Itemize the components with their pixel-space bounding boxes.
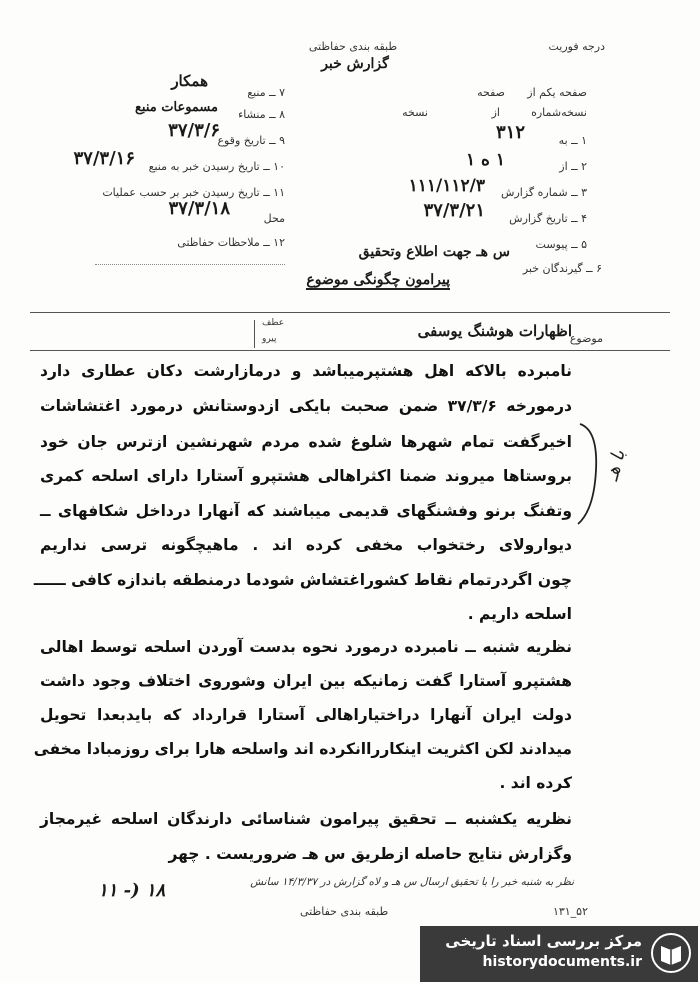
body-line-14: نظریه یکشنبه ــ تحقیق پیرامون شناسائی دارندگان اسلحه غیرمجاز: [40, 810, 572, 828]
body-line-5: وتفنگ برنو وفشنگهای قدیمی میباشند که آنهارا درداخل شکافهای ــ: [40, 502, 572, 520]
body-line-15: وگزارش نتایج حاصله ازطریق س هـ ضروریست . چهر: [168, 845, 572, 863]
classification-label: طبقه بندی حفاظتی: [308, 40, 398, 53]
reference-label: عطف: [262, 318, 285, 328]
field-origin-value: مسموعات منبع: [134, 100, 218, 115]
field-report-date-label: ۴ ــ تاریخ گزارش: [509, 212, 587, 225]
page-label: صفحه یکم از: [527, 86, 587, 99]
body-line-8: اسلحه داریم .: [467, 605, 572, 623]
body-line-7: چون اگردرتمام نقاط کشوراغتشاش شودما درمنطقه باندازه کافی ــــــ: [33, 571, 572, 589]
body-line-1: نامبرده بالاکه اهل هشتپرمیباشد و درمازارشت دکان عطاری دارد: [40, 362, 572, 380]
page-suffix: صفحه: [477, 86, 505, 99]
field-occurrence-date-label: ۹ ــ تاریخ وقوع: [217, 134, 285, 147]
report-title: گزارش خبر: [321, 56, 389, 72]
subject-note: پیرامون چگونگی موضوع: [306, 272, 450, 288]
handwritten-footer-note: نظر به شنبه خبر را با تحقیق ارسال س هـ و لاه گزارش در ۱۴/۳/۳۷ سانش: [250, 876, 574, 888]
footer-code: ۵۲_۱۳۱: [552, 905, 588, 918]
footer-classification: طبقه بندی حفاظتی: [300, 905, 389, 918]
copy-suffix: نسخه: [402, 106, 428, 119]
body-line-12: میدادند لکن اکثریت اینکارراانکرده اند واسلحه هارا برای روزمبادا مخفی: [33, 740, 572, 758]
field-recipients-label: ۶ ــ گیرندگان خبر: [522, 262, 602, 275]
field-source-date-value: ۳۷/۳/۱۶: [73, 148, 135, 169]
field-security-notes-label: ۱۲ ــ ملاحظات حفاظتی: [177, 236, 285, 249]
dotted-line: [95, 263, 285, 265]
field-origin-label: ۸ ــ منشاء: [238, 108, 285, 121]
body-line-9: نظریه شنبه ــ نامبرده درمورد نحوه بدست آوردن اسلحه توسط اهالی: [40, 638, 572, 656]
field-place-label: محل: [263, 212, 285, 225]
follow-up-label: پیرو: [262, 334, 277, 344]
copy-label: نسخه‌شماره: [531, 106, 587, 119]
field-source-date-label: ۱۰ ــ تاریخ رسیدن خبر به منبع: [148, 160, 285, 173]
field-source-value: همکار: [171, 72, 208, 90]
copy-from: از: [491, 106, 500, 119]
body-line-10: هشتپرو آستارا گفت زمانیکه بین ایران وشوروی اختلاف وجود داشت: [40, 672, 572, 690]
field-source-label: ۷ ــ منبع: [247, 86, 285, 99]
field-from-label: ۲ ــ از: [559, 160, 587, 173]
footer-left-number: ۱۸ (- ۱۱: [98, 880, 166, 901]
field-report-number-label: ۳ ــ شماره گزارش: [501, 186, 587, 199]
field-report-date-value: ۳۷/۳/۲۱: [423, 200, 485, 221]
body-line-3: اخیرگفت تمام شهرها شلوغ شده مردم شهرنشین ازترس جان خود: [40, 433, 572, 451]
divider: [30, 312, 670, 313]
field-attachment-label: ۵ ــ پیوست: [535, 238, 587, 251]
subject-value: اظهارات هوشنگ یوسفی: [417, 322, 572, 340]
field-recipients-value: س هـ جهت اطلاع وتحقیق: [358, 244, 510, 260]
body-line-4: بروستاها میروند ضمنا اکثراهالی هشتپرو آستارا دارای اسلحه کمری: [40, 467, 572, 485]
field-occurrence-date-value: ۳۷/۳/۶: [168, 120, 220, 141]
field-report-number-value: ۱۱۱/۱۱۲/۳: [408, 176, 485, 196]
field-to-label: ۱ ــ به: [558, 134, 587, 147]
subject-label: موضوع: [569, 332, 603, 345]
margin-handwriting: با هـ: [601, 447, 630, 484]
body-line-6: دیوارولای رختخواب مخفی کرده اند . ماهیچگونه ترسی نداریم: [40, 536, 572, 554]
body-line-11: دولت ایران آنهارا دراختیاراهالی آستارا قرارداد که بایدبعدا تحویل: [40, 706, 572, 724]
field-operation-date-value: ۳۷/۳/۱۸: [168, 198, 230, 219]
field-operation-date-label: ۱۱ ــ تاریخ رسیدن خبر بر حسب عملیات: [102, 186, 285, 199]
body-line-13: کرده اند .: [499, 774, 572, 792]
watermark-title: مرکز بررسی اسناد تاریخی: [445, 932, 642, 950]
divider: [30, 350, 670, 351]
field-from-value: ۱ ه ۱: [465, 150, 505, 170]
field-to-value: ۳۱۲: [495, 122, 525, 143]
body-line-2: درمورخه ۳۷/۳/۶ ضمن صحبت بایکی ازدوستانش درمورد اغتشاشات: [40, 397, 572, 415]
priority-label: درجه فوریت: [548, 40, 605, 53]
watermark-url: historydocuments.ir: [482, 954, 642, 970]
book-icon: [650, 932, 692, 974]
watermark-logo: [420, 926, 698, 982]
divider: [254, 320, 255, 348]
